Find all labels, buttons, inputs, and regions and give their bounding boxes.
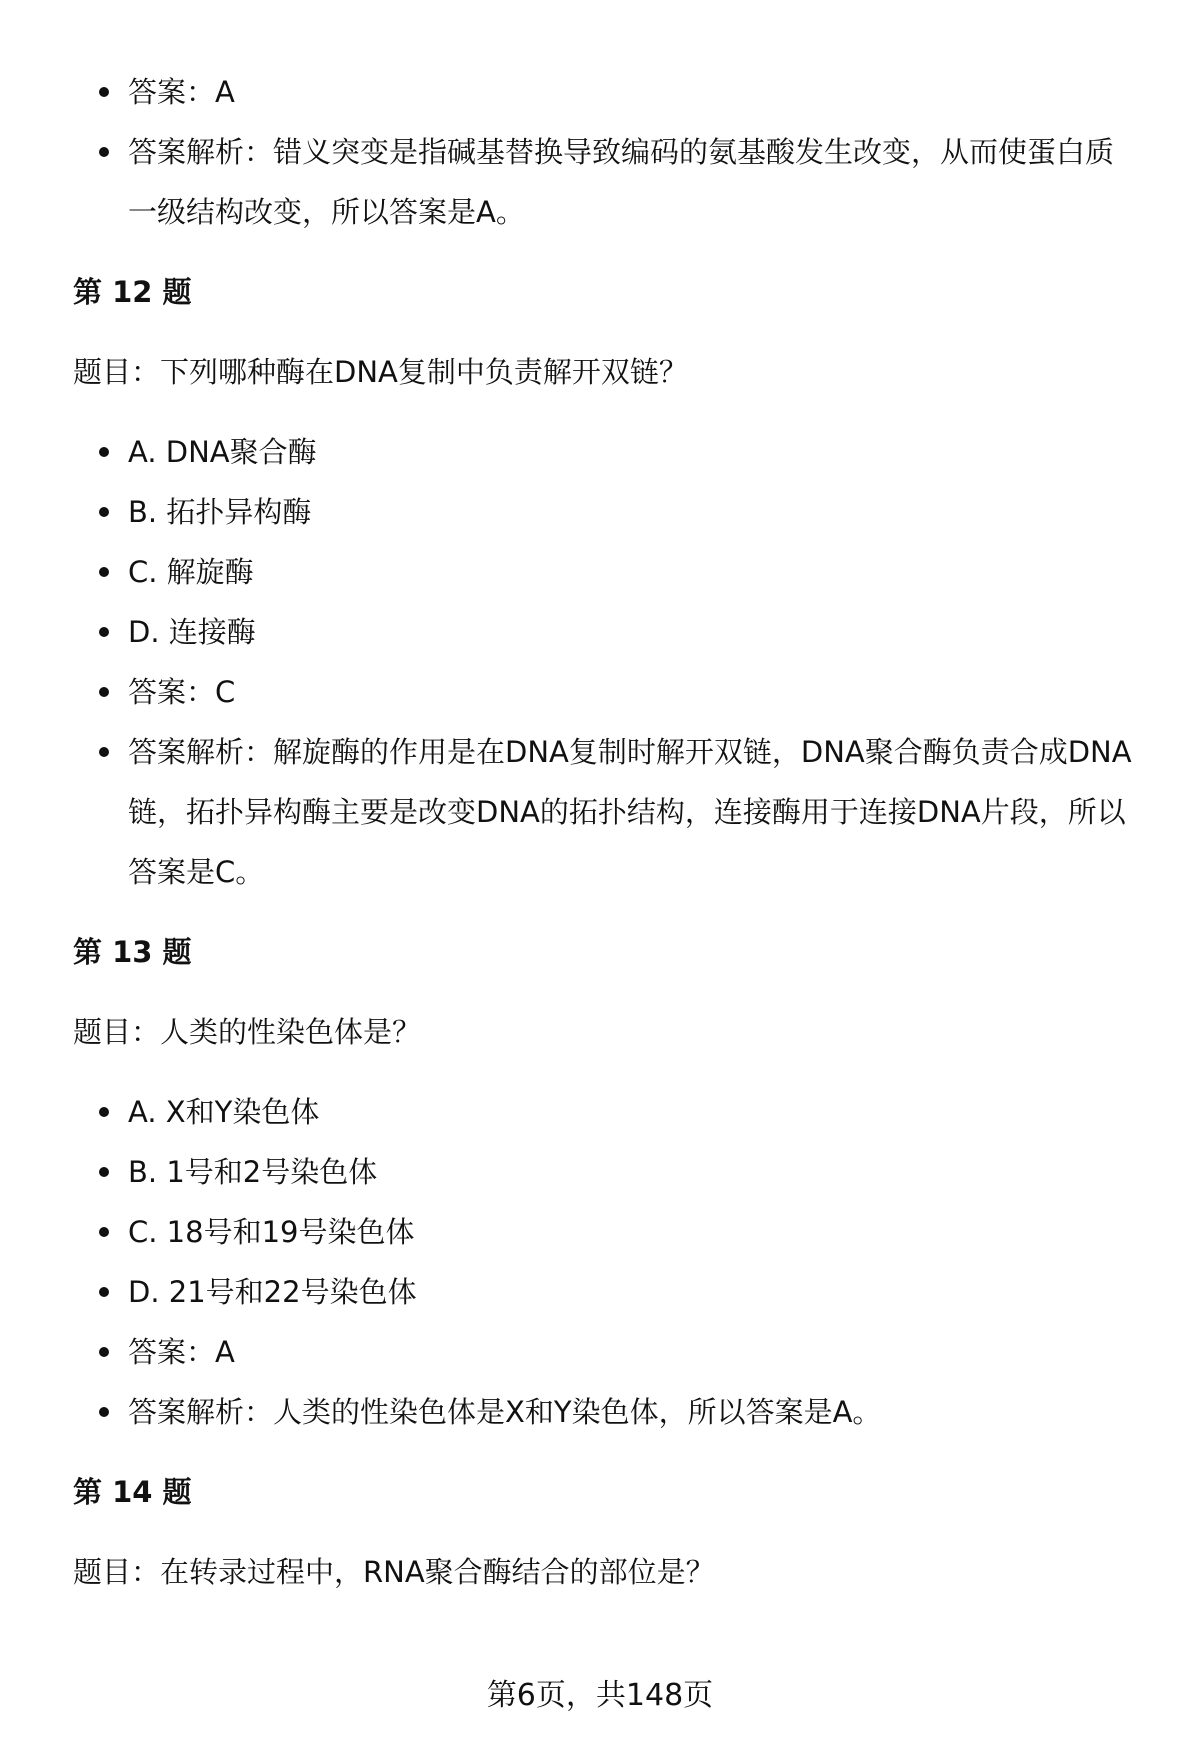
analysis-text: 答案解析：人类的性染色体是X和Y染色体，所以答案是A。 <box>128 1395 882 1429</box>
bullet-icon <box>99 147 109 157</box>
analysis-item <box>73 722 1133 902</box>
answer-text: 答案：A <box>128 1335 235 1369</box>
bullet-icon <box>99 1287 109 1297</box>
option-item <box>73 542 1133 602</box>
option-item <box>73 482 1133 542</box>
question-stem: 题目：在转录过程中，RNA聚合酶结合的部位是？ <box>73 1555 715 1589</box>
analysis-item <box>73 122 1133 242</box>
question-heading: 第 14 题 <box>73 1475 192 1509</box>
option-item <box>73 422 1133 482</box>
question-stem: 题目：下列哪种酶在DNA复制中负责解开双链？ <box>73 355 688 389</box>
document-content <box>73 64 1133 1592</box>
bullet-icon <box>99 1167 109 1177</box>
option-item <box>73 1262 1133 1322</box>
question-options-list <box>73 422 1133 902</box>
bullet-icon <box>99 507 109 517</box>
question-14 <box>73 1472 1133 1592</box>
answer-text: 答案：A <box>128 75 235 109</box>
question-stem: 题目：人类的性染色体是？ <box>73 1015 422 1049</box>
analysis-text: 答案解析：错义突变是指碱基替换导致编码的氨基酸发生改变，从而使蛋白质一级结构改变，所以答案是A。 <box>128 135 1115 229</box>
option-item <box>73 1142 1133 1202</box>
answer-item <box>73 662 1133 722</box>
question-12 <box>73 272 1133 902</box>
option-item <box>73 602 1133 662</box>
question-13 <box>73 932 1133 1442</box>
question-options-list <box>73 1082 1133 1442</box>
option-item <box>73 1082 1133 1142</box>
bullet-icon <box>99 1227 109 1237</box>
bullet-icon <box>99 687 109 697</box>
option-text: A. X和Y染色体 <box>128 1095 320 1129</box>
bullet-icon <box>99 1407 109 1417</box>
bullet-icon <box>99 567 109 577</box>
answer-text: 答案：C <box>128 675 236 709</box>
analysis-item <box>73 1382 1133 1442</box>
question-heading: 第 12 题 <box>73 275 192 309</box>
question-heading: 第 13 题 <box>73 935 192 969</box>
option-text: D. 21号和22号染色体 <box>128 1275 417 1309</box>
option-text: A. DNA聚合酶 <box>128 435 317 469</box>
bullet-icon <box>99 1347 109 1357</box>
bullet-icon <box>99 1107 109 1117</box>
bullet-icon <box>99 447 109 457</box>
bullet-icon <box>99 87 109 97</box>
option-text: C. 解旋酶 <box>128 555 254 589</box>
answer-item <box>73 62 1133 122</box>
analysis-text: 答案解析：解旋酶的作用是在DNA复制时解开双链，DNA聚合酶负责合成DNA链，拓扑异构酶主要是改变DNA的拓扑结构，连接酶用于连接DNA片段，所以答案是C。 <box>128 735 1132 889</box>
option-text: B. 拓扑异构酶 <box>128 495 312 529</box>
option-text: D. 连接酶 <box>128 615 256 649</box>
option-item <box>73 1202 1133 1262</box>
answer-item <box>73 1322 1133 1382</box>
bullet-icon <box>99 627 109 637</box>
option-text: C. 18号和19号染色体 <box>128 1215 415 1249</box>
option-text: B. 1号和2号染色体 <box>128 1155 378 1189</box>
page-number-footer: 第6页，共148页 <box>486 1678 714 1713</box>
prev-question-answer-list <box>73 62 1133 242</box>
bullet-icon <box>99 747 109 757</box>
